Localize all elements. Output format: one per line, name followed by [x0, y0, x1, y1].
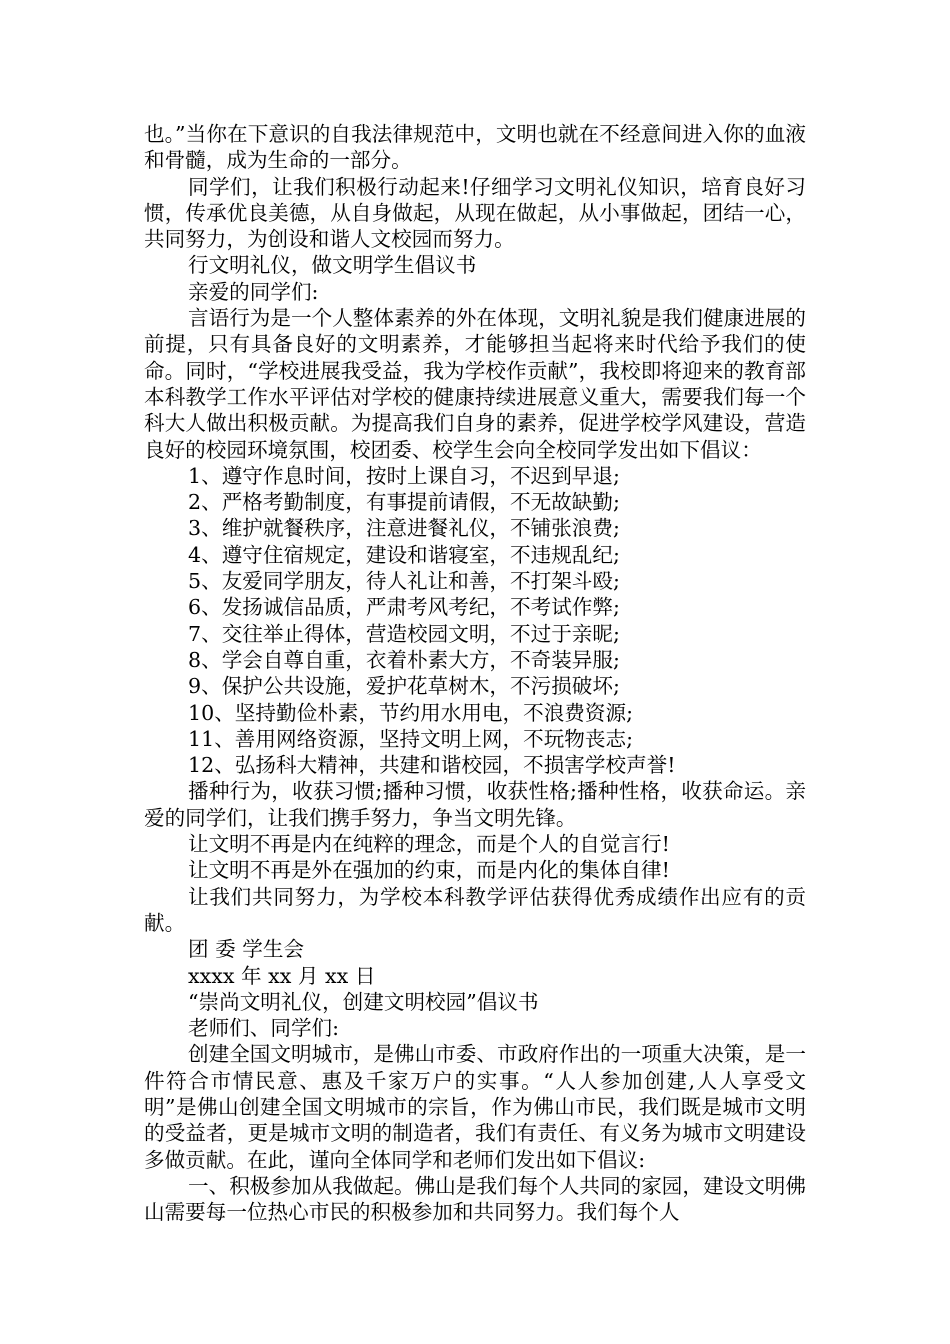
proposal-title: “崇尚文明礼仪，创建文明校园”倡议书	[188, 989, 539, 1014]
signature: 团 委 学生会	[188, 937, 305, 962]
list-item: 5、友爱同学朋友，待人礼让和善，不打架斗殴;	[188, 569, 620, 594]
document-page	[144, 121, 806, 1225]
date-line: xxxx 年 xx 月 xx 日	[188, 963, 376, 988]
list-item: 4、遵守住宿规定，建设和谐寝室，不违规乱纪;	[188, 542, 620, 567]
list-item: 7、交往举止得体，营造校园文明，不过于亲昵;	[188, 621, 620, 646]
paragraph-continuation: 也。”当你在下意识的自我法律规范中，文明也就在不经意间进入你的血液和骨髓，成为生命的一部分。	[144, 122, 806, 173]
paragraph-slogan: 让文明不再是外在强加的约束，而是内化的集体自律!	[188, 858, 670, 883]
list-item: 12、弘扬科大精神，共建和谐校园，不损害学校声誉!	[188, 753, 676, 778]
list-item: 9、保护公共设施，爱护花草树木，不污损破坏;	[188, 674, 620, 699]
proposal-title: 行文明礼仪，做文明学生倡议书	[188, 253, 477, 278]
list-item: 10、坚持勤俭朴素，节约用水用电，不浪费资源;	[188, 700, 634, 725]
paragraph-call-to-action: 同学们，让我们积极行动起来!仔细学习文明礼仪知识，培育良好习惯，传承优良美德，从自身做起，从现在做起，从小事做起，团结一心，共同努力，为创设和谐人文校园而努力。	[144, 174, 806, 252]
list-item: 6、发扬诚信品质，严肃考风考纪，不考试作弊;	[188, 595, 620, 620]
paragraph-slogan: 让文明不再是内在纯粹的理念，而是个人的自觉言行!	[188, 832, 670, 857]
list-item: 11、善用网络资源，坚持文明上网，不玩物丧志;	[188, 726, 634, 751]
list-item: 3、维护就餐秩序，注意进餐礼仪，不铺张浪费;	[188, 516, 620, 541]
list-item: 2、严格考勤制度，有事提前请假，不无故缺勤;	[188, 490, 620, 515]
salutation: 亲爱的同学们:	[188, 279, 319, 304]
paragraph-intro: 言语行为是一个人整体素养的外在体现，文明礼貌是我们健康进展的前提，只有具备良好的文明素养，才能够担当起将来时代给予我们的使命。同时，“学校进展我受益，我为学校作贡献”，我校即将迎来的教育部本科教学工作水平评估对学校的健康持续进展意义重大，需要我们每一个科大人做出积极贡献。为提高我们自身的素养，促进学校学风建设，营造良好的校园环境氛围，校团委、校学生会向全校同学发出如下倡议：	[144, 306, 806, 462]
paragraph-point-one: 一、积极参加从我做起。佛山是我们每个人共同的家园，建设文明佛山需要每一位热心市民的积极参加和共同努力。我们每个人	[144, 1173, 806, 1225]
salutation: 老师们、同学们:	[188, 1016, 340, 1041]
paragraph-intro: 创建全国文明城市，是佛山市委、市政府作出的一项重大决策，是一件符合市情民意、惠及千家万户的实事。“人人参加创建,人人享受文明”是佛山创建全国文明城市的宗旨，作为佛山市民，我们既是城市文明的受益者，更是城市文明的制造者，我们有责任、有义务为城市文明建设多做贡献。在此，谨向全体同学和老师们发出如下倡议:	[144, 1042, 806, 1172]
paragraph-closing: 让我们共同努力，为学校本科教学评估获得优秀成绩作出应有的贡献。	[144, 884, 806, 935]
paragraph-conclusion: 播种行为，收获习惯;播种习惯，收获性格;播种性格，收获命运。亲爱的同学们，让我们携手努力，争当文明先锋。	[144, 779, 806, 830]
list-item: 8、学会自尊自重，衣着朴素大方，不奇装异服;	[188, 647, 620, 672]
list-item: 1、遵守作息时间，按时上课自习，不迟到早退;	[188, 463, 620, 488]
